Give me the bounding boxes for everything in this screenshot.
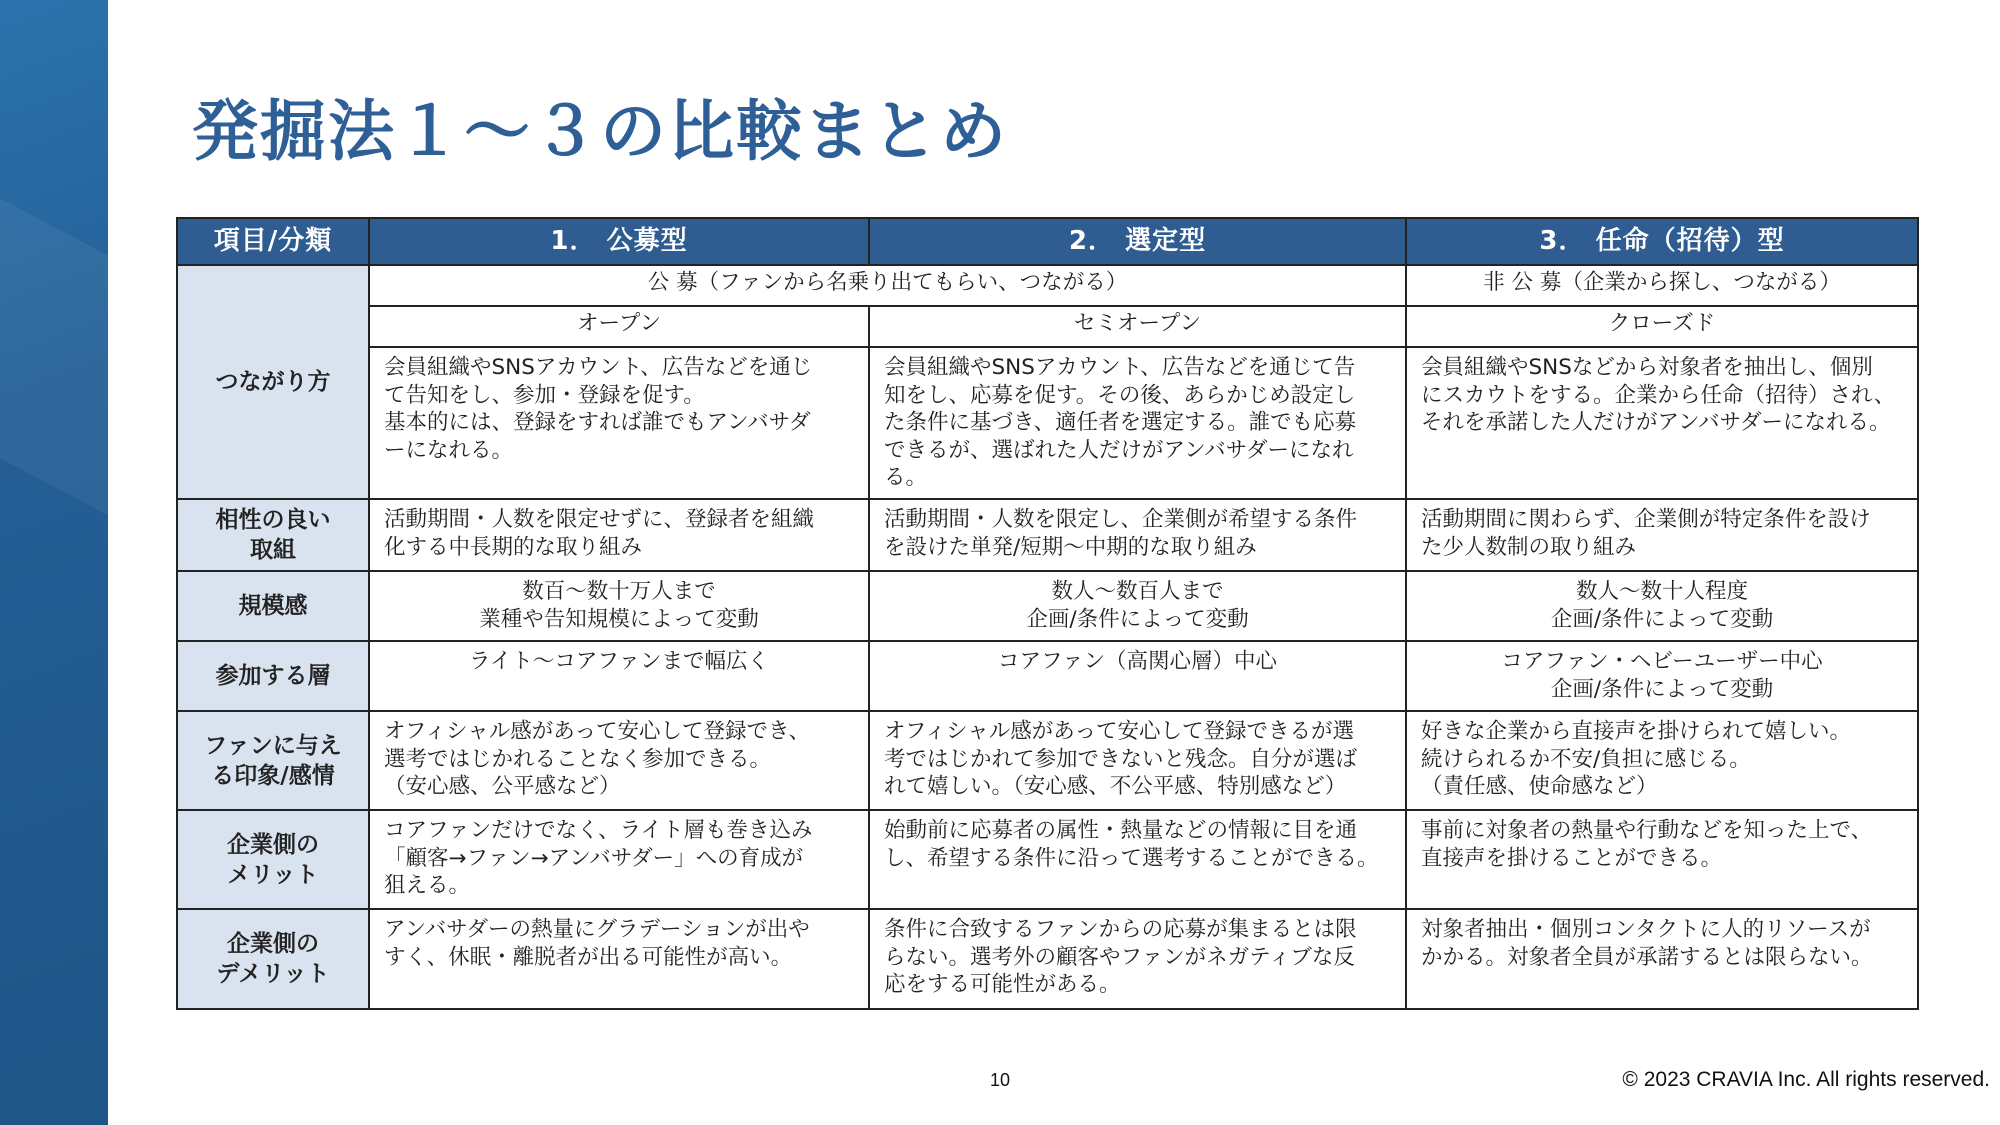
table-cell: コアファンだけでなく、ライト層も巻き込み 「顧客→ファン→アンバサダー」への育成が 狙える。: [369, 810, 869, 909]
row-label-participant-layer: 参加する層: [177, 641, 369, 711]
table-header-row: [177, 218, 1918, 265]
table-row: [177, 641, 1918, 711]
connection-desc-selection: 会員組織やSNSアカウント、広告などを通じて告 知をし、応募を促す。その後、あらかじめ設定し た条件に基づき、適任者を選定する。誰でも応募 できるが、選ばれた人だけがアンバサダーになれ る。: [869, 347, 1406, 499]
comparison-table: [176, 217, 1919, 1010]
table-cell: コアファン（高関心層）中心: [869, 641, 1406, 711]
header-category: 項目/分類: [177, 218, 369, 265]
table-cell: 数人～数十人程度 企画/条件によって変動: [1406, 571, 1918, 641]
table-row: [177, 909, 1918, 1009]
table-cell: ライト～コアファンまで幅広く: [369, 641, 869, 711]
side-decoration-band: [0, 0, 108, 1125]
non-public-recruitment-span: 非 公 募（企業から探し、つながる）: [1406, 265, 1918, 306]
table-cell: 条件に合致するファンからの応募が集まるとは限 らない。選考外の顧客やファンがネガティブな反 応をする可能性がある。: [869, 909, 1406, 1009]
connection-desc-public: 会員組織やSNSアカウント、広告などを通じ て告知をし、参加・登録を促す。 基本的には、登録をすれば誰でもアンバサダ ーになれる。: [369, 347, 869, 499]
table-cell: 始動前に応募者の属性・熱量などの情報に目を通 し、希望する条件に沿って選考することができる。: [869, 810, 1406, 909]
table-row: [177, 571, 1918, 641]
table-row: [177, 499, 1918, 571]
openness-closed: クローズド: [1406, 306, 1918, 347]
table-cell: 活動期間に関わらず、企業側が特定条件を設け た少人数制の取り組み: [1406, 499, 1918, 571]
row-label-fan-impression: ファンに与え る印象/感情: [177, 711, 369, 810]
connection-span-row: [177, 265, 1918, 306]
table-cell: 数人～数百人まで 企画/条件によって変動: [869, 571, 1406, 641]
row-label-compatible-initiative: 相性の良い 取組: [177, 499, 369, 571]
table-cell: アンバサダーの熱量にグラデーションが出や すく、休眠・離脱者が出る可能性が高い。: [369, 909, 869, 1009]
openness-row: [177, 306, 1918, 347]
table-cell: 数百～数十万人まで 業種や告知規模によって変動: [369, 571, 869, 641]
table-cell: 事前に対象者の熱量や行動などを知った上で、 直接声を掛けることができる。: [1406, 810, 1918, 909]
header-selection-type: 2． 選定型: [869, 218, 1406, 265]
band-facet: [0, 166, 108, 554]
table-row: [177, 711, 1918, 810]
row-label-scale: 規模感: [177, 571, 369, 641]
header-appointment-type: 3． 任命（招待）型: [1406, 218, 1918, 265]
header-public-type: 1． 公募型: [369, 218, 869, 265]
table-cell: 活動期間・人数を限定し、企業側が希望する条件 を設けた単発/短期～中期的な取り組み: [869, 499, 1406, 571]
openness-open: オープン: [369, 306, 869, 347]
connection-desc-row: [177, 347, 1918, 499]
row-label-company-merit: 企業側の メリット: [177, 810, 369, 909]
copyright-notice: © 2023 CRAVIA Inc. All rights reserved.: [1622, 1068, 1990, 1091]
table-cell: 好きな企業から直接声を掛けられて嬉しい。 続けられるか不安/負担に感じる。 （責任感、使命感など）: [1406, 711, 1918, 810]
table-cell: オフィシャル感があって安心して登録でき、 選考ではじかれることなく参加できる。 （安心感、公平感など）: [369, 711, 869, 810]
table-cell: 対象者抽出・個別コンタクトに人的リソースが かかる。対象者全員が承諾するとは限らない。: [1406, 909, 1918, 1009]
row-label-company-demerit: 企業側の デメリット: [177, 909, 369, 1009]
openness-semi-open: セミオープン: [869, 306, 1406, 347]
table-cell: オフィシャル感があって安心して登録できるが選 考ではじかれて参加できないと残念。自分が選ば れて嬉しい。（安心感、不公平感、特別感など）: [869, 711, 1406, 810]
public-recruitment-span: 公 募（ファンから名乗り出てもらい、つながる）: [369, 265, 1406, 306]
table-row: [177, 810, 1918, 909]
table-cell: コアファン・ヘビーユーザー中心 企画/条件によって変動: [1406, 641, 1918, 711]
table-cell: 活動期間・人数を限定せずに、登録者を組織 化する中長期的な取り組み: [369, 499, 869, 571]
page-title: 発掘法１～３の比較まとめ: [192, 93, 1008, 170]
connection-desc-appointment: 会員組織やSNSなどから対象者を抽出し、個別 にスカウトをする。企業から任命（招待）され、 それを承諾した人だけがアンバサダーになれる。: [1406, 347, 1918, 499]
page-number: 10: [989, 1070, 1011, 1090]
row-label-connection: つながり方: [177, 265, 369, 499]
